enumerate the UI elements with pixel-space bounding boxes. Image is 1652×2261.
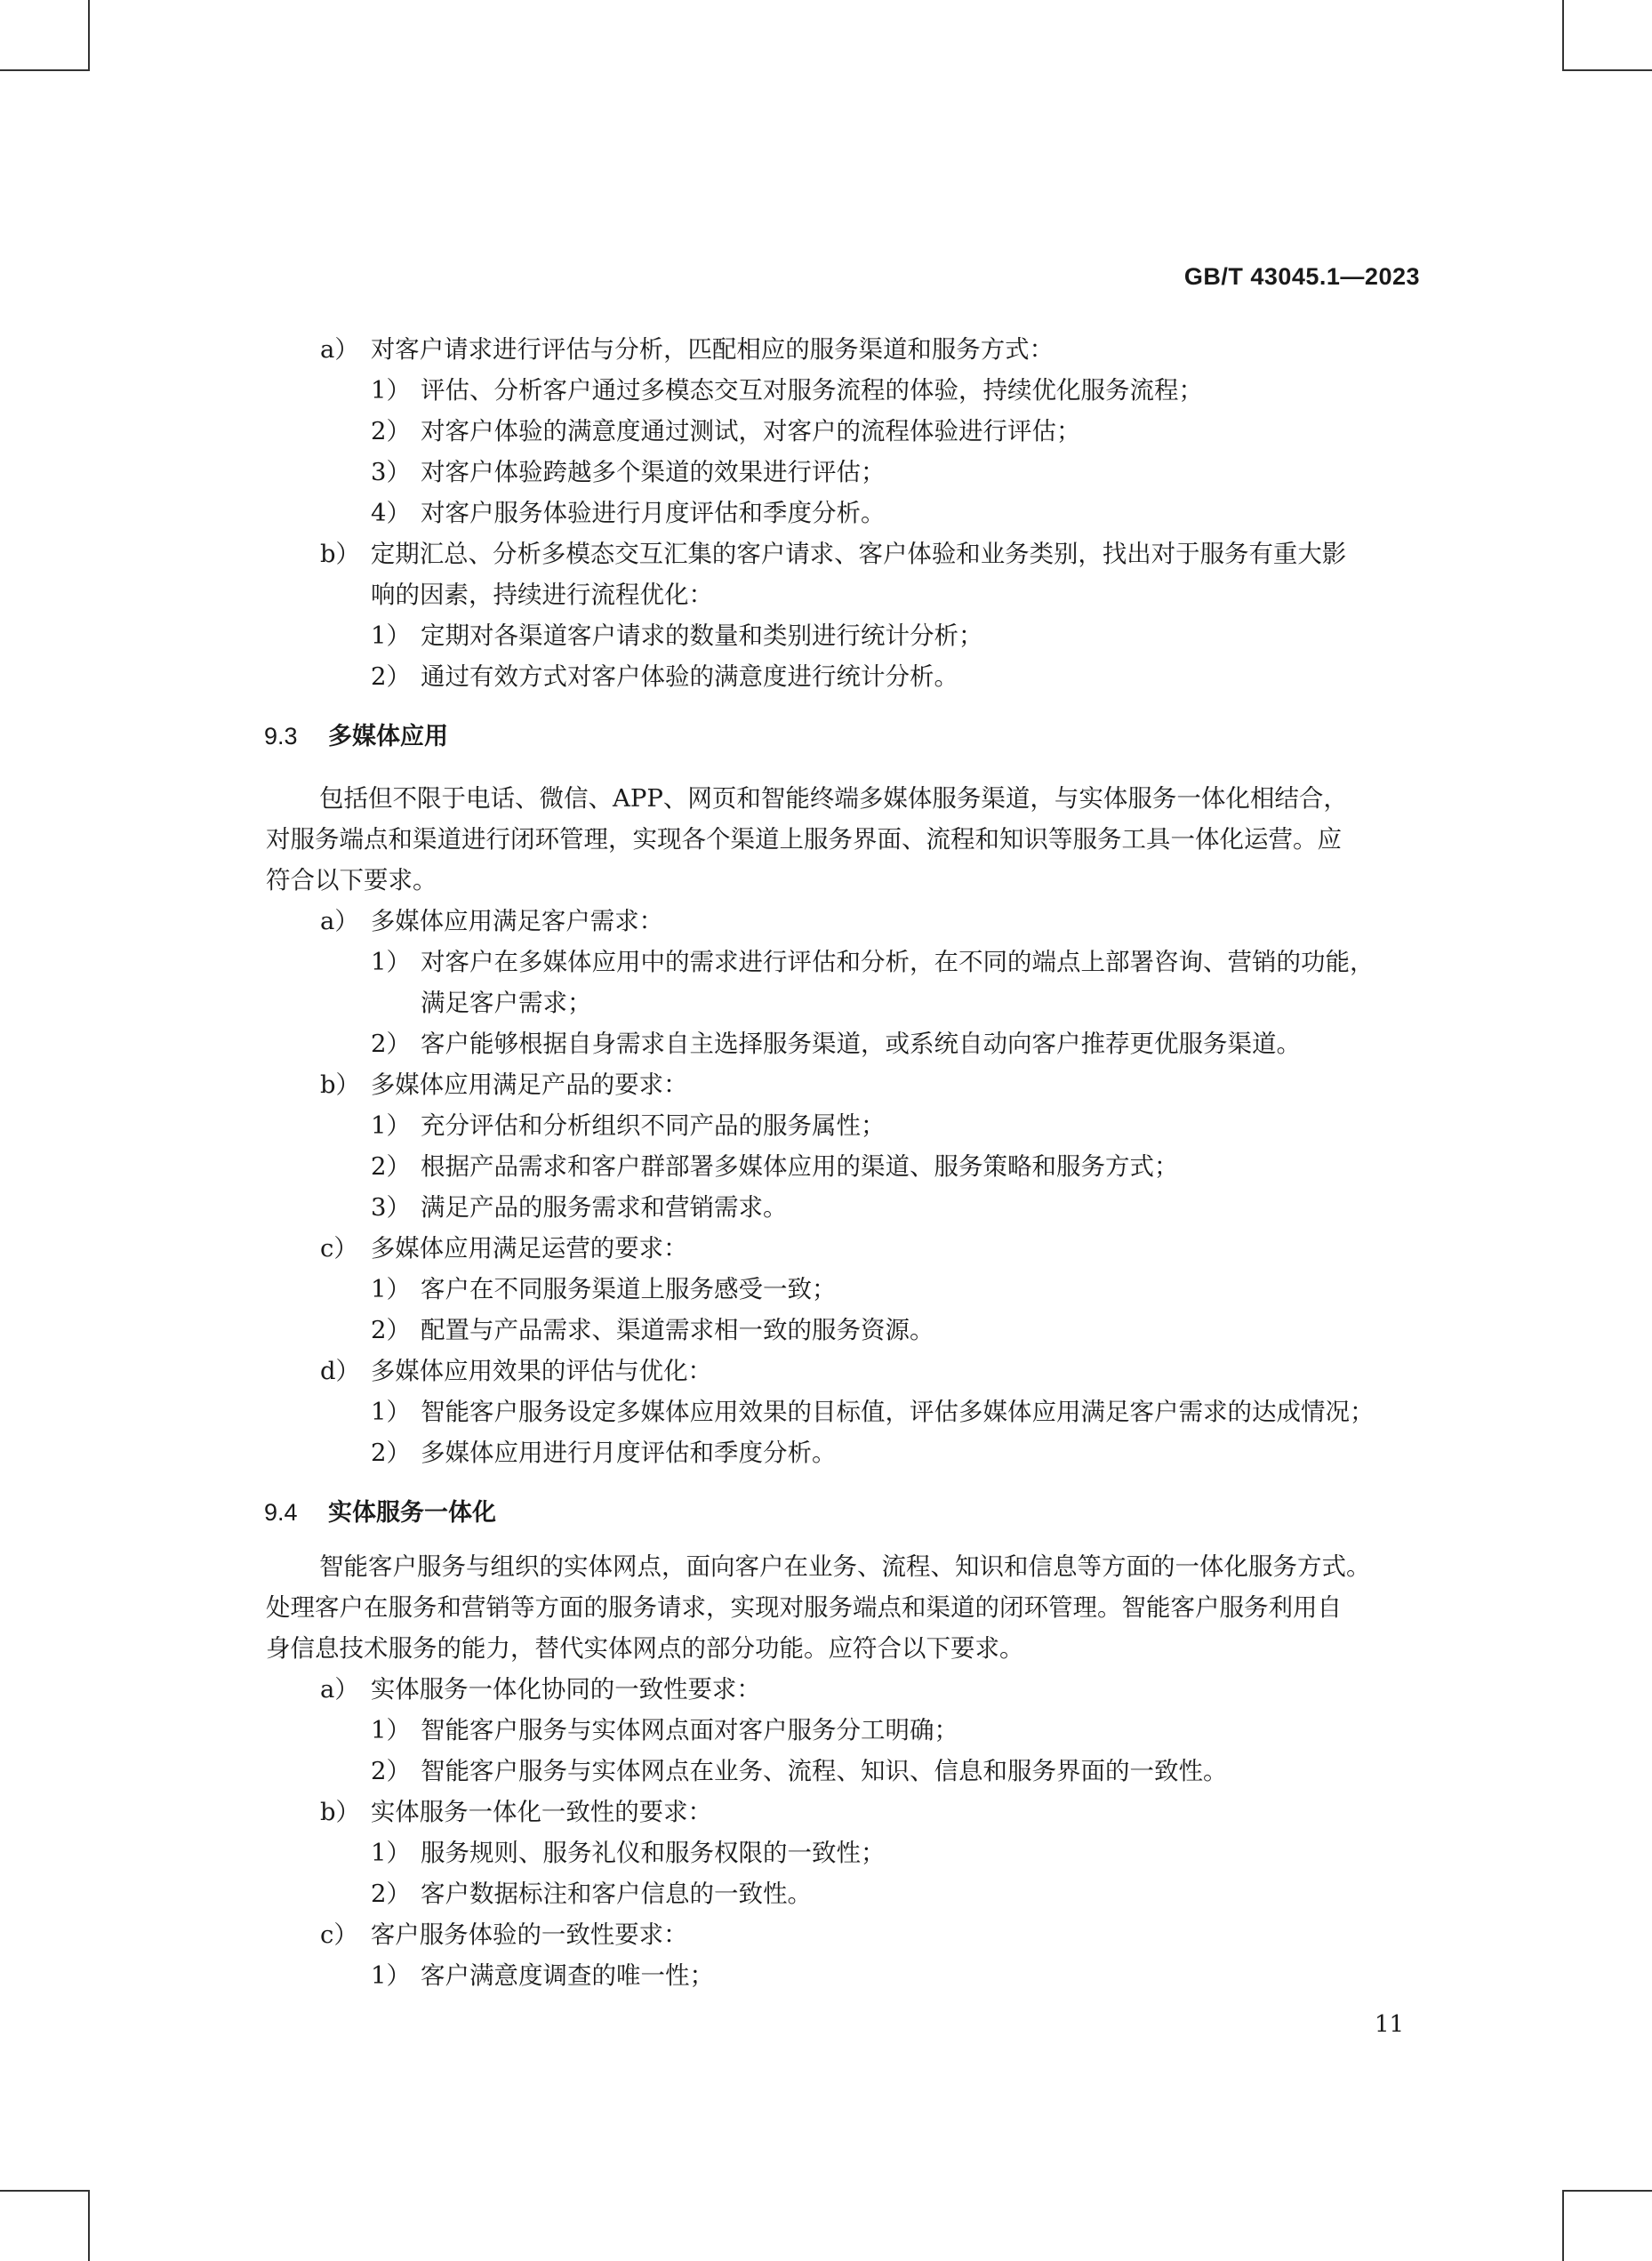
list-text: 通过有效方式对客户体验的满意度进行统计分析。 xyxy=(421,662,958,691)
page-number: 11 xyxy=(1375,2011,1405,2038)
list-marker: 2） xyxy=(371,417,411,445)
list-marker: 2） xyxy=(371,1880,411,1908)
list-item xyxy=(320,906,1420,936)
list-item xyxy=(320,1797,1420,1827)
list-marker: b） xyxy=(320,1798,361,1826)
list-text: 客户满意度调查的唯一性； xyxy=(421,1961,714,1990)
list-item xyxy=(320,539,1420,569)
list-text: 多媒体应用满足客户需求： xyxy=(370,907,664,935)
list-text: 服务规则、服务礼仪和服务权限的一致性； xyxy=(421,1839,886,1867)
list-text-continued: 满足客户需求； xyxy=(421,989,592,1017)
list-marker: 2） xyxy=(371,1030,411,1058)
list-text: 多媒体应用进行月度评估和季度分析。 xyxy=(421,1439,837,1467)
crop-mark-bottom-right xyxy=(1562,2190,1652,2192)
list-marker: 1） xyxy=(371,1111,411,1140)
list-marker: 3） xyxy=(371,1193,411,1222)
list-text: 充分评估和分析组织不同产品的服务属性； xyxy=(421,1111,886,1140)
list-marker: 2） xyxy=(371,1757,411,1785)
list-item xyxy=(320,1070,1420,1100)
list-text: 智能客户服务与实体网点在业务、流程、知识、信息和服务界面的一致性。 xyxy=(421,1757,1228,1785)
list-marker: c） xyxy=(320,1234,358,1263)
section-number: 9.3 xyxy=(264,723,298,750)
list-text-continued: 响的因素，持续进行流程优化： xyxy=(371,581,713,609)
list-marker: b） xyxy=(320,540,361,568)
list-text: 根据产品需求和客户群部署多媒体应用的渠道、服务策略和服务方式； xyxy=(421,1152,1179,1181)
list-marker: 1） xyxy=(371,1275,411,1303)
list-marker: 3） xyxy=(371,458,411,486)
list-marker: 4） xyxy=(371,499,411,527)
paragraph-line: 对服务端点和渠道进行闭环管理，实现各个渠道上服务界面、流程和知识等服务工具一体化运营。应 xyxy=(266,825,1342,854)
crop-mark-top-right xyxy=(1562,69,1652,71)
list-text: 满足产品的服务需求和营销需求。 xyxy=(421,1193,788,1222)
list-marker: c） xyxy=(320,1920,358,1949)
section-heading-9-3 xyxy=(264,721,448,751)
list-item xyxy=(320,1920,1420,1950)
list-item xyxy=(320,1356,1420,1386)
list-text: 智能客户服务设定多媒体应用效果的目标值，评估多媒体应用满足客户需求的达成情况； xyxy=(421,1398,1375,1426)
list-text: 定期对各渠道客户请求的数量和类别进行统计分析； xyxy=(421,621,983,650)
crop-mark-bottom-left xyxy=(88,2190,90,2261)
list-text: 对客户服务体验进行月度评估和季度分析。 xyxy=(421,499,886,527)
list-marker: a） xyxy=(320,907,359,935)
list-marker: 2） xyxy=(371,662,411,691)
section-number: 9.4 xyxy=(264,1499,298,1526)
list-text: 客户在不同服务渠道上服务感受一致； xyxy=(421,1275,837,1303)
list-text: 对客户体验的满意度通过测试，对客户的流程体验进行评估； xyxy=(421,417,1081,445)
list-text: 多媒体应用效果的评估与优化： xyxy=(370,1357,712,1385)
list-text: 对客户体验跨越多个渠道的效果进行评估； xyxy=(421,458,886,486)
list-marker: 1） xyxy=(371,1839,411,1867)
crop-mark-top-left xyxy=(0,69,89,71)
section-title: 实体服务一体化 xyxy=(328,1499,496,1526)
section-heading-9-4 xyxy=(264,1497,496,1527)
list-marker: 2） xyxy=(371,1316,411,1344)
list-text: 实体服务一体化一致性的要求： xyxy=(370,1798,712,1826)
list-marker: 1） xyxy=(371,948,411,976)
list-text: 对客户在多媒体应用中的需求进行评估和分析，在不同的端点上部署咨询、营销的功能， xyxy=(421,948,1375,976)
list-marker: 1） xyxy=(371,621,411,650)
paragraph-line: 处理客户在服务和营销等方面的服务请求，实现对服务端点和渠道的闭环管理。智能客户服务利用自 xyxy=(266,1593,1342,1622)
crop-mark-bottom-left xyxy=(0,2190,89,2192)
list-text: 评估、分析客户通过多模态交互对服务流程的体验，持续优化服务流程； xyxy=(421,376,1203,405)
crop-mark-top-right xyxy=(1562,0,1564,71)
list-text: 对客户请求进行评估与分析，匹配相应的服务渠道和服务方式： xyxy=(370,335,1054,364)
list-text: 配置与产品需求、渠道需求相一致的服务资源。 xyxy=(421,1316,934,1344)
list-text: 智能客户服务与实体网点面对客户服务分工明确； xyxy=(421,1716,958,1744)
list-text: 多媒体应用满足运营的要求： xyxy=(370,1234,688,1263)
paragraph-line: 符合以下要求。 xyxy=(266,866,437,894)
section-title: 多媒体应用 xyxy=(328,723,448,750)
list-text: 客户服务体验的一致性要求： xyxy=(370,1920,688,1949)
list-marker: a） xyxy=(320,1675,359,1704)
crop-mark-top-left xyxy=(88,0,90,71)
list-marker: 2） xyxy=(371,1152,411,1181)
paragraph-line: 智能客户服务与组织的实体网点，面向客户在业务、流程、知识和信息等方面的一体化服务方式。 xyxy=(319,1552,1371,1581)
list-marker: d） xyxy=(320,1357,361,1385)
list-marker: 1） xyxy=(371,376,411,405)
list-text: 实体服务一体化协同的一致性要求： xyxy=(370,1675,761,1704)
list-marker: 1） xyxy=(371,1398,411,1426)
list-item xyxy=(320,1233,1420,1263)
paragraph-line: 身信息技术服务的能力，替代实体网点的部分功能。应符合以下要求。 xyxy=(266,1634,1024,1663)
list-text: 客户能够根据自身需求自主选择服务渠道，或系统自动向客户推荐更优服务渠道。 xyxy=(421,1030,1301,1058)
paragraph-line: 包括但不限于电话、微信、APP、网页和智能终端多媒体服务渠道，与实体服务一体化相结合， xyxy=(319,784,1348,813)
list-marker: 2） xyxy=(371,1439,411,1467)
list-text: 定期汇总、分析多模态交互汇集的客户请求、客户体验和业务类别，找出对于服务有重大影 xyxy=(370,540,1347,568)
standard-code: GB/T 43045.1—2023 xyxy=(1183,263,1420,290)
list-marker: 1） xyxy=(371,1716,411,1744)
list-marker: b） xyxy=(320,1070,361,1099)
list-item xyxy=(320,334,1420,365)
list-text: 客户数据标注和客户信息的一致性。 xyxy=(421,1880,812,1908)
list-marker: a） xyxy=(320,335,359,364)
crop-mark-bottom-right xyxy=(1562,2190,1564,2261)
list-text: 多媒体应用满足产品的要求： xyxy=(370,1070,688,1099)
list-item xyxy=(320,1674,1420,1704)
list-marker: 1） xyxy=(371,1961,411,1990)
